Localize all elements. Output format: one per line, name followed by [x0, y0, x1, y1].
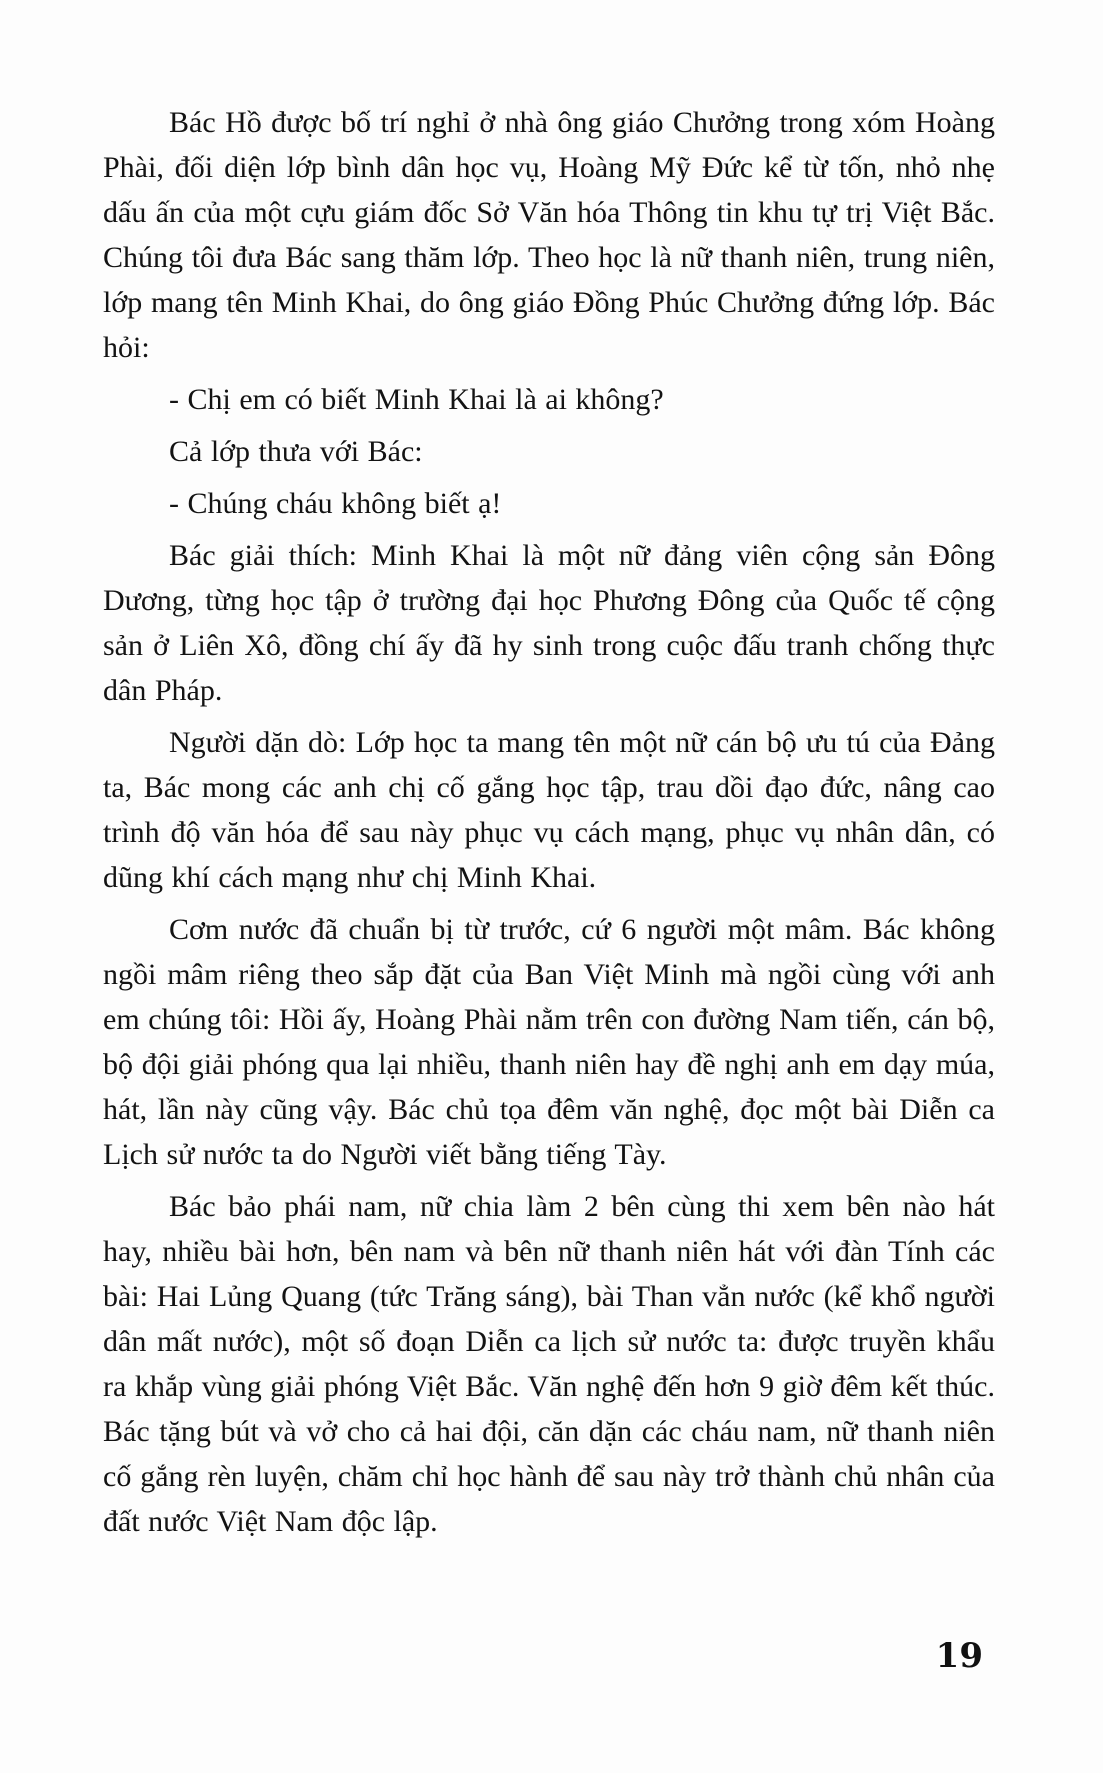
paragraph-singing-contest: Bác bảo phái nam, nữ chia làm 2 bên cùng thi xem bên nào hát hay, nhiều bài hơn, bên nam và bên nữ thanh niên hát với đàn Tính các bài: Hai Lủng Quang (tức Trăng sáng), bài Than vẳn nước (kể khổ người dân mất nước), một số đoạn Diễn ca lịch sử nước ta: được truyền khẩu ra khắp vùng giải phóng Việt Bắc. Văn nghệ đến hơn 9 giờ đêm kết thúc. Bác tặng bút và vở cho cả hai đội, căn dặn các cháu nam, nữ thanh niên cố gắng rèn luyện, chăm chỉ học hành để sau này trở thành chủ nhân của đất nước Việt Nam độc lập. [103, 1190, 995, 1538]
dialogue-line-question: - Chị em có biết Minh Khai là ai không? [169, 383, 664, 416]
paragraph-narrative-1: Bác Hồ được bố trí nghỉ ở nhà ông giáo Chưởng trong xóm Hoàng Phài, đối diện lớp bình dân học vụ, Hoàng Mỹ Đức kể từ tốn, nhỏ nhẹ dấu ấn của một cựu giám đốc Sở Văn hóa Thông tin khu tự trị Việt Bắc. Chúng tôi đưa Bác sang thăm lớp. Theo học là nữ thanh niên, trung niên, lớp mang tên Minh Khai, do ông giáo Đồng Phúc Chưởng đứng lớp. Bác hỏi: [103, 106, 995, 364]
dialogue-line-answer: - Chúng cháu không biết ạ! [169, 487, 502, 520]
paragraph-advice: Người dặn dò: Lớp học ta mang tên một nữ cán bộ ưu tú của Đảng ta, Bác mong các anh chị cố gắng học tập, trau dồi đạo đức, nâng cao trình độ văn hóa để sau này phục vụ cách mạng, phục vụ nhân dân, có dũng khí cách mạng như chị Minh Khai. [103, 726, 995, 894]
paragraph-meal: Cơm nước đã chuẩn bị từ trước, cứ 6 người một mâm. Bác không ngồi mâm riêng theo sắp đặt của Ban Việt Minh mà ngồi cùng với anh em chúng tôi: Hồi ấy, Hoàng Phài nằm trên con đường Nam tiến, cán bộ, bộ đội giải phóng qua lại nhiều, thanh niên hay đề nghị anh em dạy múa, hát, lần này cũng vậy. Bác chủ tọa đêm văn nghệ, đọc một bài Diễn ca Lịch sử nước ta do Người viết bằng tiếng Tày. [103, 913, 995, 1171]
narration-line: Cả lớp thưa với Bác: [169, 435, 423, 468]
page-number: 19 [935, 1636, 983, 1676]
paragraph-explanation: Bác giải thích: Minh Khai là một nữ đảng viên cộng sản Đông Dương, từng học tập ở trường đại học Phương Đông của Quốc tế cộng sản ở Liên Xô, đồng chí ấy đã hy sinh trong cuộc đấu tranh chống thực dân Pháp. [103, 539, 995, 707]
body-text [103, 100, 995, 1551]
